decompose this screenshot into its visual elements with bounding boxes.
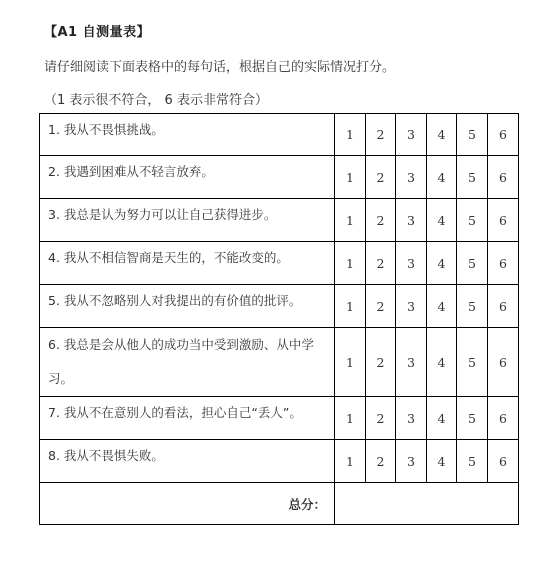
rating-option-5[interactable]: 5 [457,199,488,242]
total-label: 总分： [40,483,335,525]
rating-option-5[interactable]: 5 [457,242,488,285]
rating-option-2[interactable]: 2 [366,285,396,328]
rating-option-6[interactable]: 6 [488,242,519,285]
rating-option-3[interactable]: 3 [396,440,427,483]
statement-cell: 4. 我从不相信智商是天生的，不能改变的。 [40,242,335,285]
rating-option-4[interactable]: 4 [427,285,457,328]
rating-option-4[interactable]: 4 [427,328,457,397]
rating-option-6[interactable]: 6 [488,285,519,328]
rating-option-5[interactable]: 5 [457,440,488,483]
rating-option-1[interactable]: 1 [335,397,366,440]
rating-option-5[interactable]: 5 [457,114,488,156]
statement-cell: 8. 我从不畏惧失败。 [40,440,335,483]
statement-cell: 6. 我总是会从他人的成功当中受到激励、从中学习。 [40,328,335,397]
table-row [40,114,519,156]
rating-option-3[interactable]: 3 [396,156,427,199]
rating-table [39,113,519,525]
table-row [40,242,519,285]
rating-option-3[interactable]: 3 [396,199,427,242]
instruction-text: 请仔细阅读下面表格中的每句话，根据自己的实际情况打分。 [44,60,396,75]
rating-option-5[interactable]: 5 [457,285,488,328]
rating-option-5[interactable]: 5 [457,397,488,440]
rating-option-2[interactable]: 2 [366,114,396,156]
rating-option-5[interactable]: 5 [457,328,488,397]
rating-option-3[interactable]: 3 [396,114,427,156]
table-row [40,397,519,440]
rating-option-6[interactable]: 6 [488,397,519,440]
rating-option-1[interactable]: 1 [335,242,366,285]
rating-option-1[interactable]: 1 [335,328,366,397]
total-row [40,483,519,525]
rating-option-1[interactable]: 1 [335,199,366,242]
statement-cell: 5. 我从不忽略别人对我提出的有价值的批评。 [40,285,335,328]
page-title: 【A1 自测量表】 [44,25,151,40]
statement-cell: 1. 我从不畏惧挑战。 [40,114,335,156]
rating-option-4[interactable]: 4 [427,242,457,285]
rating-option-3[interactable]: 3 [396,242,427,285]
rating-option-1[interactable]: 1 [335,285,366,328]
table-row [40,285,519,328]
statement-cell: 7. 我从不在意别人的看法，担心自己“丢人”。 [40,397,335,440]
rating-option-2[interactable]: 2 [366,440,396,483]
rating-option-6[interactable]: 6 [488,156,519,199]
rating-option-2[interactable]: 2 [366,397,396,440]
rating-option-6[interactable]: 6 [488,114,519,156]
rating-option-3[interactable]: 3 [396,285,427,328]
scale-note: （1 表示很不符合， 6 表示非常符合） [44,93,268,108]
rating-option-3[interactable]: 3 [396,397,427,440]
rating-option-1[interactable]: 1 [335,114,366,156]
rating-option-2[interactable]: 2 [366,199,396,242]
rating-option-4[interactable]: 4 [427,156,457,199]
rating-option-1[interactable]: 1 [335,440,366,483]
table-row [40,156,519,199]
rating-option-2[interactable]: 2 [366,242,396,285]
rating-option-2[interactable]: 2 [366,156,396,199]
rating-option-3[interactable]: 3 [396,328,427,397]
statement-cell: 2. 我遇到困难从不轻言放弃。 [40,156,335,199]
total-score-cell[interactable] [335,483,519,525]
rating-option-2[interactable]: 2 [366,328,396,397]
statement-cell: 3. 我总是认为努力可以让自己获得进步。 [40,199,335,242]
rating-option-4[interactable]: 4 [427,440,457,483]
rating-option-6[interactable]: 6 [488,328,519,397]
rating-option-1[interactable]: 1 [335,156,366,199]
table-row [40,328,519,397]
rating-option-4[interactable]: 4 [427,114,457,156]
rating-option-4[interactable]: 4 [427,199,457,242]
rating-option-5[interactable]: 5 [457,156,488,199]
rating-option-6[interactable]: 6 [488,440,519,483]
table-row [40,199,519,242]
rating-option-4[interactable]: 4 [427,397,457,440]
rating-option-6[interactable]: 6 [488,199,519,242]
table-row [40,440,519,483]
